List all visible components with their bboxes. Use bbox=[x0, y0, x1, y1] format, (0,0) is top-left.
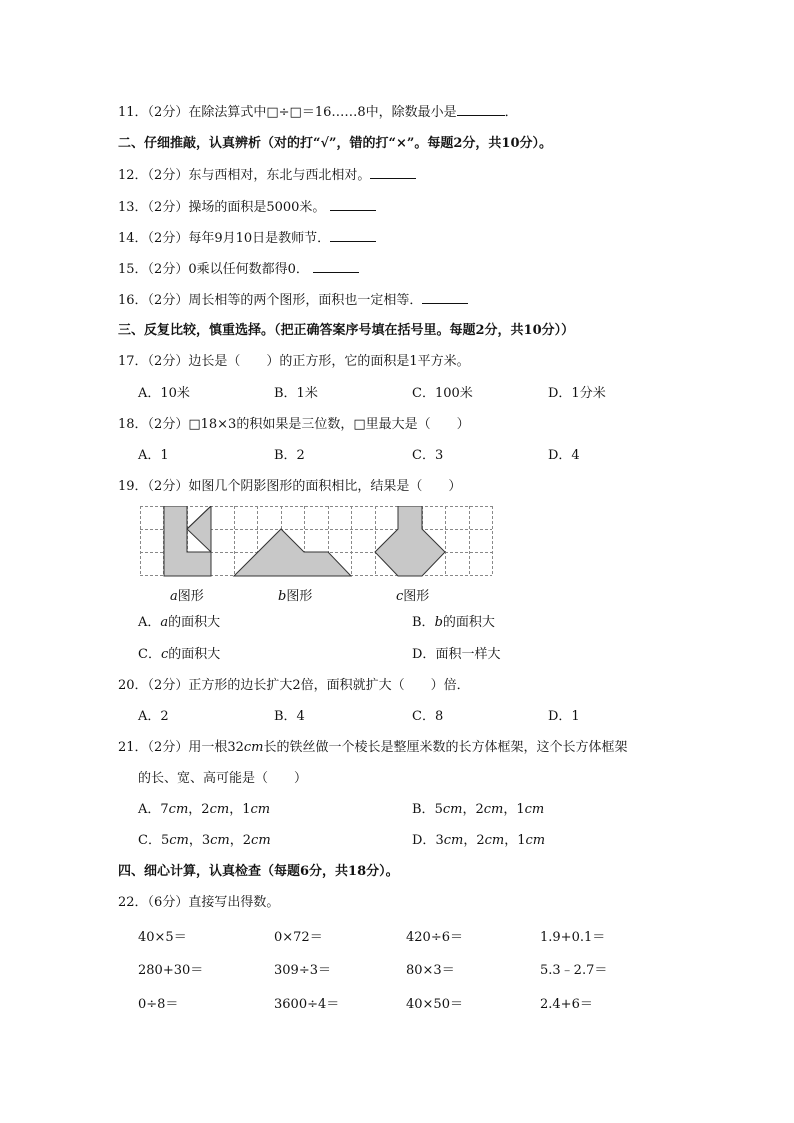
q16-text: 周长相等的两个图形，面积也一定相等． bbox=[188, 293, 423, 308]
q19-option-a[interactable]: A．a的面积大 bbox=[138, 615, 221, 630]
question-15 bbox=[118, 260, 359, 279]
q12-answer-blank[interactable] bbox=[370, 166, 416, 179]
calc-item: 0÷8＝ bbox=[138, 997, 179, 1012]
q19-option-b[interactable]: B．b的面积大 bbox=[412, 615, 495, 630]
calc-item: 309÷3＝ bbox=[274, 963, 331, 978]
q15-answer-blank[interactable] bbox=[313, 260, 359, 273]
q11-op: ÷ bbox=[278, 105, 290, 120]
q18-number: 18．（2分） bbox=[118, 417, 189, 432]
figure-b-label: b图形 bbox=[278, 589, 313, 604]
q12-number: 12．（2分） bbox=[118, 168, 189, 183]
q13-number: 13．（2分） bbox=[118, 200, 189, 215]
calc-item: 280+30＝ bbox=[138, 963, 204, 978]
section-4-heading: 四、细心计算，认真检查（每题6分，共18分）。 bbox=[118, 864, 399, 879]
question-21 bbox=[118, 739, 628, 757]
calc-item: 5.3﹣2.7＝ bbox=[540, 963, 608, 978]
q21-option-a[interactable]: A．7cm，2cm，1cm bbox=[138, 802, 271, 817]
q21-option-b[interactable]: B．5cm，2cm，1cm bbox=[412, 802, 545, 817]
q18-option-c[interactable]: C．3 bbox=[412, 448, 444, 463]
q18-option-d[interactable]: D．4 bbox=[548, 448, 580, 463]
q20-text: 正方形的边长扩大2倍，面积就扩大（ ）倍． bbox=[188, 678, 470, 693]
q17-option-d[interactable]: D．1分米 bbox=[548, 386, 606, 401]
q20-option-d[interactable]: D．1 bbox=[548, 709, 580, 724]
q17-option-b[interactable]: B．1米 bbox=[274, 386, 318, 401]
q21-text-a: 用一根32 bbox=[188, 740, 244, 755]
q21-text-b: 长的铁丝做一个棱长是整厘米数的长方体框架，这个长方体框架 bbox=[263, 740, 628, 755]
q18-option-b[interactable]: B．2 bbox=[274, 448, 305, 463]
figure-c-label: c图形 bbox=[396, 589, 430, 604]
calc-item: 40×5＝ bbox=[138, 930, 187, 945]
q16-number: 16．（2分） bbox=[118, 293, 189, 308]
q22-text: 直接写出得数。 bbox=[188, 895, 280, 910]
q19-figure bbox=[140, 506, 494, 578]
question-11 bbox=[118, 103, 518, 122]
question-17 bbox=[118, 353, 470, 371]
q18-text: □18×3的积如果是三位数，□里最大是（ ） bbox=[188, 417, 470, 432]
figure-c-shape bbox=[375, 506, 445, 576]
q13-answer-blank[interactable] bbox=[330, 198, 376, 211]
q22-number: 22．（6分） bbox=[118, 895, 189, 910]
q12-text: 东与西相对，东北与西北相对。 bbox=[188, 168, 371, 183]
figure-a-shape bbox=[164, 506, 211, 576]
section-3-heading: 三、反复比较，慎重选择。（把正确答案序号填在括号里。每题2分，共10分）） bbox=[118, 323, 575, 338]
q15-text: 0乘以任何数都得0． bbox=[188, 262, 309, 277]
question-16 bbox=[118, 291, 468, 310]
q17-option-a[interactable]: A．10米 bbox=[138, 386, 190, 401]
q11-text-b: ＝16……8中，除数最小是 bbox=[301, 105, 457, 120]
q18-option-a[interactable]: A．1 bbox=[138, 448, 169, 463]
q14-number: 14．（2分） bbox=[118, 231, 189, 246]
q16-answer-blank[interactable] bbox=[422, 291, 468, 304]
q21-option-d[interactable]: D．3cm，2cm，1cm bbox=[412, 833, 546, 848]
figure-a-label: a图形 bbox=[170, 589, 204, 604]
question-18 bbox=[118, 416, 470, 434]
calc-item: 40×50＝ bbox=[406, 997, 463, 1012]
calc-item: 1.9+0.1＝ bbox=[540, 930, 606, 945]
q15-number: 15．（2分） bbox=[118, 262, 189, 277]
q17-option-c[interactable]: C．100米 bbox=[412, 386, 473, 401]
q21-unit: cm bbox=[243, 740, 264, 755]
calc-item: 3600÷4＝ bbox=[274, 997, 340, 1012]
question-12 bbox=[118, 166, 416, 185]
q14-text: 每年9月10日是教师节． bbox=[188, 231, 331, 246]
question-22 bbox=[118, 894, 279, 912]
q20-option-c[interactable]: C．8 bbox=[412, 709, 444, 724]
q21-number: 21．（2分） bbox=[118, 740, 189, 755]
q21-option-c[interactable]: C．5cm，3cm，2cm bbox=[138, 833, 271, 848]
q11-answer-blank[interactable] bbox=[457, 103, 505, 116]
q11-text-a: 在除法算式中 bbox=[188, 105, 267, 120]
calc-item: 80×3＝ bbox=[406, 963, 455, 978]
calc-item: 2.4+6＝ bbox=[540, 997, 593, 1012]
question-20 bbox=[118, 677, 470, 695]
q21-line2: 的长、宽、高可能是（ ） bbox=[138, 771, 308, 786]
question-13 bbox=[118, 198, 376, 217]
q14-answer-blank[interactable] bbox=[330, 229, 376, 242]
q19-text: 如图几个阴影图形的面积相比，结果是（ ） bbox=[188, 479, 462, 494]
q20-number: 20．（2分） bbox=[118, 678, 189, 693]
q11-box1: □ bbox=[266, 105, 279, 120]
q11-number: 11．（2分） bbox=[118, 105, 189, 120]
q13-text: 操场的面积是5000米。 bbox=[188, 200, 326, 215]
q20-option-b[interactable]: B．4 bbox=[274, 709, 305, 724]
q19-option-c[interactable]: C．c的面积大 bbox=[138, 647, 221, 662]
q20-option-a[interactable]: A．2 bbox=[138, 709, 169, 724]
q11-end: ． bbox=[504, 105, 518, 120]
question-14 bbox=[118, 229, 376, 248]
section-2-heading: 二、仔细推敲，认真辨析（对的打“√”，错的打“×”。每题2分，共10分）。 bbox=[118, 136, 552, 151]
question-19 bbox=[118, 478, 461, 496]
q11-box2: □ bbox=[289, 105, 302, 120]
calc-item: 420÷6＝ bbox=[406, 930, 463, 945]
q19-option-d[interactable]: D．面积一样大 bbox=[412, 647, 501, 662]
q17-number: 17．（2分） bbox=[118, 354, 189, 369]
calc-item: 0×72＝ bbox=[274, 930, 323, 945]
q17-text: 边长是（ ）的正方形，它的面积是1平方米。 bbox=[188, 354, 470, 369]
q19-number: 19．（2分） bbox=[118, 479, 189, 494]
